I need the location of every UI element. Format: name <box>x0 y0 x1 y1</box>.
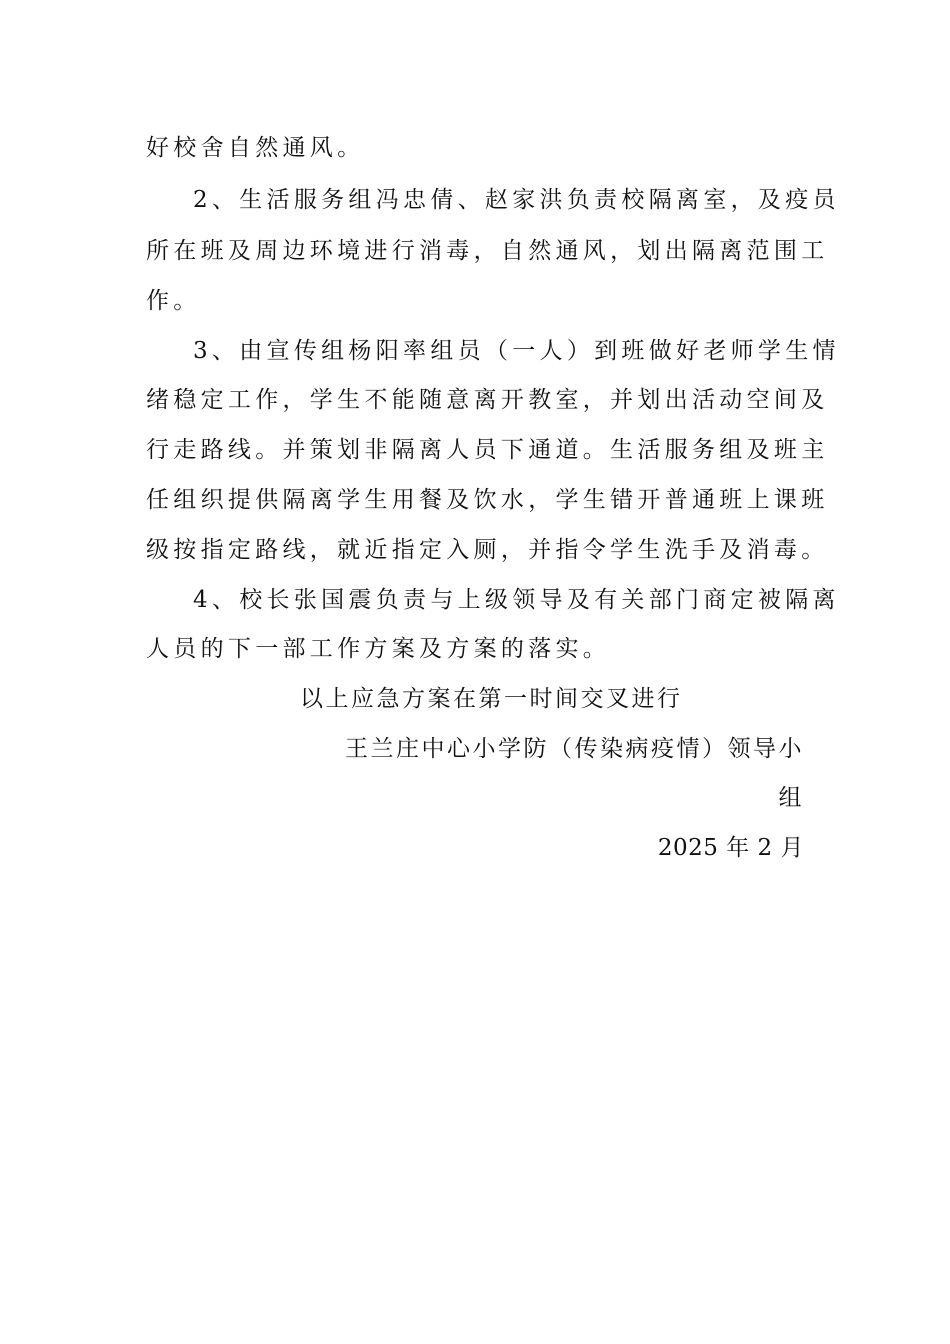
paragraph-3-line-5: 级按指定路线，就近指定入厕，并指令学生洗手及消毒。 <box>146 537 829 563</box>
paragraph-2-line-2: 所在班及周边环境进行消毒，自然通风，划出隔离范围工 <box>146 238 829 264</box>
document-date: 2025 年 2 月 <box>657 835 804 861</box>
paragraph-2-line-1: 2、生活服务组冯忠倩、赵家洪负责校隔离室，及疫员 <box>193 187 840 213</box>
signature-line-1: 王兰庄中心小学防（传染病疫情）领导小 <box>345 736 804 762</box>
paragraph-3-line-2: 绪稳定工作，学生不能随意离开教室，并划出活动空间及 <box>146 387 829 413</box>
paragraph-2-line-3: 作。 <box>146 288 201 314</box>
closing-statement: 以上应急方案在第一时间交叉进行 <box>300 686 683 712</box>
paragraph-1-continuation: 好校舍自然通风。 <box>146 135 365 161</box>
paragraph-3-line-1: 3、由宣传组杨阳率组员（一人）到班做好老师学生情 <box>193 338 840 364</box>
paragraph-4-line-2: 人员的下一部工作方案及方案的落实。 <box>146 636 611 662</box>
paragraph-4-line-1: 4、校长张国震负责与上级领导及有关部门商定被隔离 <box>193 587 840 613</box>
signature-line-2: 组 <box>778 785 804 811</box>
paragraph-3-line-4: 任组织提供隔离学生用餐及饮水，学生错开普通班上课班 <box>146 487 829 513</box>
paragraph-3-line-3: 行走路线。并策划非隔离人员下通道。生活服务组及班主 <box>146 437 829 463</box>
